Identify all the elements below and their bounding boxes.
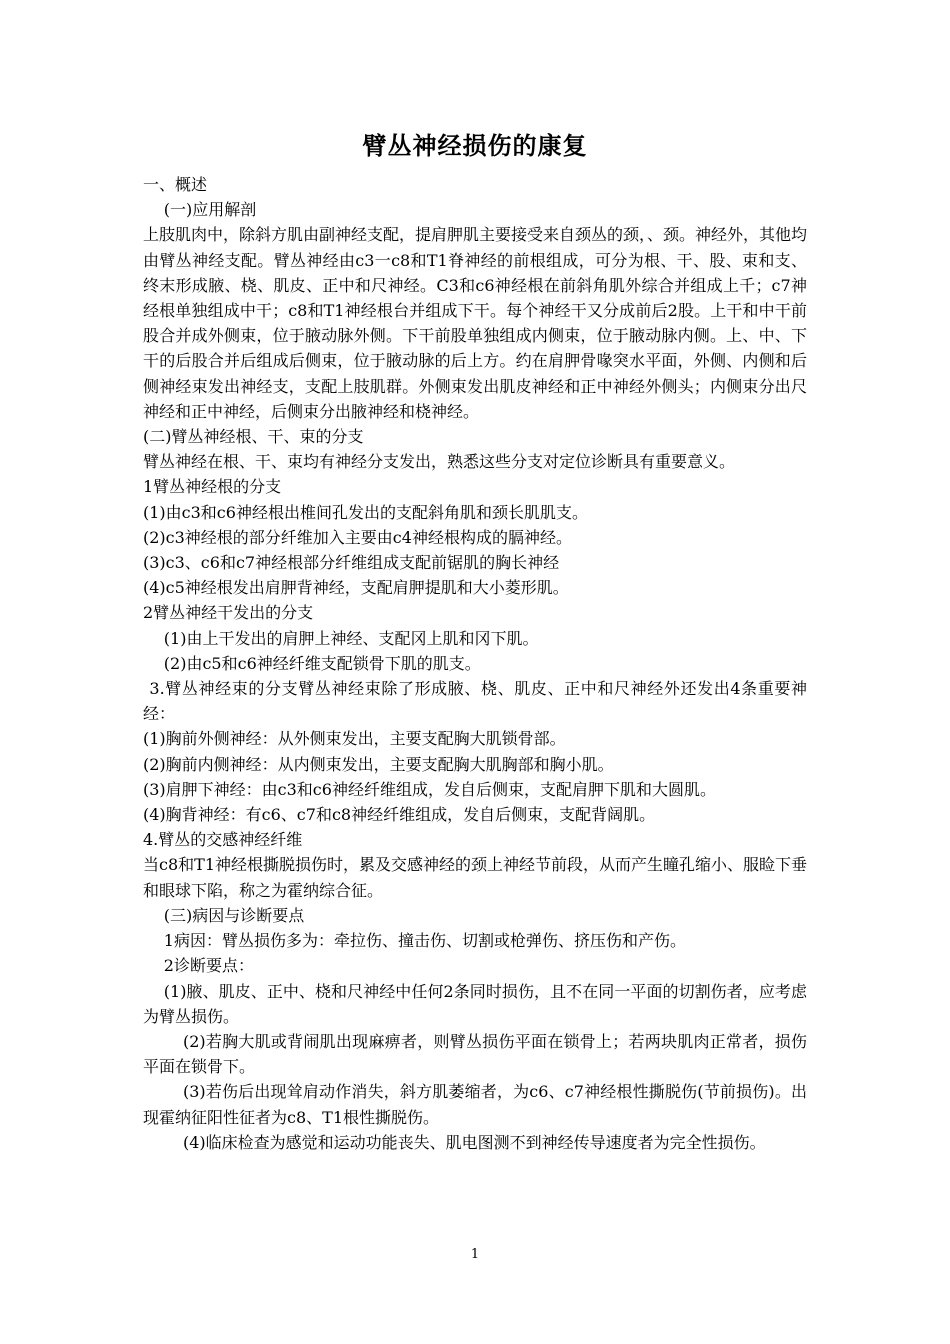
paragraph-anatomy: 上肢肌肉中，除斜方肌由副神经支配，提肩胛肌主要接受来自颈丛的颈，、颈。神经外，其他均由臂丛神经支配。臂丛神经由c3一c8和T1脊神经的前根组成，可分为根、干、股、束和支、终末形成腋、桡、肌皮、正中和尺神经。C3和c6神经根在前斜角肌外综合并组成上千；c7神经根单独组成中干；c8和T1神经根台并组成下干。每个神经干又分成前后2股。上干和中干前股合并成外侧束，位于腋动脉外侧。下干前股单独组成内侧束，位于腋动脉内侧。上、中、下干的后股合并后组成后侧束，位于腋动脉的后上方。约在肩胛骨喙突水平面，外侧、内侧和后侧神经束发出神经支，支配上肢肌群。外侧束发出肌皮神经和正中神经外侧头；内侧束分出尺神经和正中神经，后侧束分出腋神经和桡神经。 xyxy=(143,225,808,421)
list-item: (4)c5神经根发出肩胛背神经，支配肩胛提肌和大小菱形肌。 xyxy=(143,578,569,598)
list-item: (3)肩胛下神经：由c3和c6神经纤维组成，发自后侧束，支配肩胛下肌和大圆肌。 xyxy=(143,779,716,799)
list-item: (1)胸前外侧神经：从外侧束发出，主要支配胸大肌锁骨部。 xyxy=(143,729,566,749)
paragraph-branches-intro: 臂丛神经在根、干、束均有神经分支发出，熟悉这些分支对定位诊断具有重要意义。 xyxy=(143,452,736,472)
paragraph-horner: 当c8和T1神经根撕脱损伤时，累及交感神经的颈上神经节前段，从而产生瞳孔缩小、服睑下垂和眼球下陷，称之为霍纳综合征。 xyxy=(143,855,807,900)
list-heading-cord-branches: 3.臂丛神经束的分支臂丛神经束除了形成腋、桡、肌皮、正中和尺神经外还发出4条重要神经： xyxy=(143,679,807,724)
list-heading-sympathetic: 4.臂丛的交感神经纤维 xyxy=(143,830,303,850)
subsection-heading-branches: (二)臂丛神经根、干、束的分支 xyxy=(143,427,364,447)
section-heading-overview: 一、概述 xyxy=(143,175,208,194)
paragraph-etiology: 1病因：臂丛损伤多为：牵拉伤、撞击伤、切割或枪弹伤、挤压伤和产伤。 xyxy=(163,931,686,951)
list-item: (2)c3神经根的部分纤维加入主要由c4神经根构成的膈神经。 xyxy=(143,527,572,547)
list-item: (2)由c5和c6神经纤维支配锁骨下肌的肌支。 xyxy=(163,653,481,673)
list-item: (2)若胸大肌或背闹肌出现麻痹者，则臂丛损伤平面在锁骨上；若两块肌肉正常者，损伤平面在锁骨下。 xyxy=(143,1031,807,1077)
document-title: 臂丛神经损伤的康复 xyxy=(362,132,588,160)
list-heading-root-branches: 1臂丛神经根的分支 xyxy=(143,477,282,497)
subsection-heading-anatomy: (一)应用解剖 xyxy=(163,200,257,220)
document-body xyxy=(143,172,807,1155)
subsection-heading-etiology: (三)病因与诊断要点 xyxy=(163,905,305,925)
list-heading-diagnosis: 2诊断要点： xyxy=(163,956,254,976)
list-item: (1)由c3和c6神经根出椎间孔发出的支配斜角肌和颈长肌肌支。 xyxy=(143,502,588,522)
list-item: (3)c3、c6和c7神经根部分纤维组成支配前锯肌的胸长神经 xyxy=(143,553,560,573)
list-item: (1)腋、肌皮、正中、桡和尺神经中任何2条同时损伤，且不在同一平面的切割伤者，应考虑为臂丛损伤。 xyxy=(143,981,807,1026)
list-item: (3)若伤后出现耸肩动作消失，斜方肌萎缩者，为c6、c7神经根性撕脱伤(节前损伤)。出现霍纳征阳性征者为c8、T1根性撕脱伤。 xyxy=(143,1082,807,1127)
list-item: (4)胸背神经：有c6、c7和c8神经纤维组成，发自后侧束，支配背阔肌。 xyxy=(143,805,656,825)
list-item: (4)临床检查为感觉和运动功能丧失、肌电图测不到神经传导速度者为完全性损伤。 xyxy=(183,1132,766,1152)
list-item: (2)胸前内侧神经：从内侧束发出，主要支配胸大肌胸部和胸小肌。 xyxy=(143,754,614,774)
page-number: 1 xyxy=(470,1247,480,1262)
list-heading-trunk-branches: 2臂丛神经干发出的分支 xyxy=(143,603,314,623)
list-item: (1)由上干发出的肩胛上神经、支配冈上肌和冈下肌。 xyxy=(163,628,539,648)
